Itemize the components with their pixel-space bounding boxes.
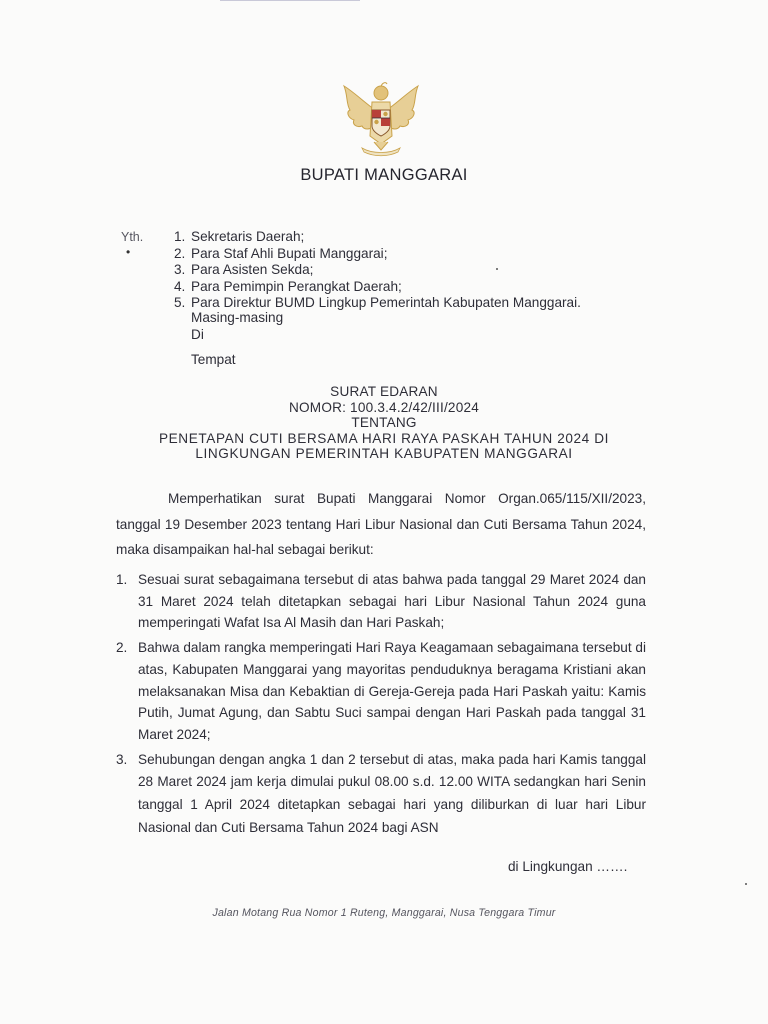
issuer-title: BUPATI MANGGARAI — [300, 166, 468, 184]
document-type: SURAT EDARAN — [330, 384, 438, 399]
bullet-mark: • — [126, 245, 131, 259]
recipient-text: Sekretaris Daerah; — [191, 229, 305, 244]
point-text: Sehubungan dengan angka 1 dan 2 tersebut di atas, maka pada hari Kamis tanggal 28 Maret 2024 jam kerja dimulai pukul 08.00 s.d. 12.00 WITA sedangkan hari Senin tanggal 1 April 2024 ditetapkan sebagai hari yang diliburkan di luar hari Libur Nasional dan Cuti Bersama Tahun 2024 bagi ASN — [138, 751, 646, 836]
recipient-text: Para Pemimpin Perangkat Daerah; — [191, 278, 402, 294]
scan-edge-line — [220, 0, 360, 1]
point-text: Bahwa dalam rangka memperingati Hari Raya Keagamaan sebagaimana tersebut di atas, Kabupaten Manggarai yang mayoritas penduduknya beragama Kristiani akan melaksanakan Misa dan Kebaktian di Gereja-Gereja pada Hari Paskah yaitu: Kamis Putih, Jumat Agung, dan Sabtu Suci sampai dengan Hari Paskah pada tanggal 31 Maret 2024; — [138, 640, 646, 742]
page-continuation: di Lingkungan ……. — [508, 859, 628, 874]
point-number: 2. — [116, 640, 128, 656]
scan-speck — [745, 883, 747, 885]
point-number: 1. — [116, 572, 128, 587]
recipient-item — [174, 279, 581, 296]
recipient-text: Para Staf Ahli Bupati Manggarai; — [191, 245, 388, 261]
circular-title-block — [0, 384, 768, 462]
recipient-number: 5. — [174, 295, 186, 310]
masing-masing-text: Masing-masing — [191, 310, 284, 325]
recipient-item — [174, 262, 581, 279]
document-number: NOMOR: 100.3.4.2/42/III/2024 — [289, 399, 479, 415]
subject-line-2: LINGKUNGAN PEMERINTAH KABUPATEN MANGGARAI — [195, 446, 573, 461]
point-item — [116, 637, 646, 746]
point-item — [116, 749, 646, 840]
point-text: Sesuai surat sebagaimana tersebut di atas bahwa pada tanggal 29 Maret 2024 dan 31 Maret 2024 telah ditetapkan sebagai hari Libur Nasional Tahun 2024 guna memperingati Wafat Isa Al Masih dan Hari Paskah; — [138, 572, 646, 631]
tentang-label: TENTANG — [351, 415, 417, 430]
recipient-item — [174, 229, 581, 246]
point-number: 3. — [116, 751, 128, 767]
intro-text: Memperhatikan surat Bupati Manggarai Nomor Organ.065/115/XII/2023, tanggal 19 Desember 2023 tentang Hari Libur Nasional dan Cuti Bersama Tahun 2024, maka disampaikan hal-hal sebagai berikut: — [116, 491, 646, 557]
recipient-text: Para Asisten Sekda; — [191, 262, 314, 277]
recipient-number: 1. — [174, 229, 186, 244]
tempat-text: Tempat — [191, 352, 236, 367]
recipient-list — [174, 229, 581, 312]
subject-line-1: PENETAPAN CUTI BERSAMA HARI RAYA PASKAH TAHUN 2024 DI — [158, 430, 610, 446]
garuda-emblem-icon — [336, 78, 426, 160]
points-list — [116, 569, 646, 843]
recipient-number: 4. — [174, 278, 186, 294]
intro-paragraph — [116, 486, 646, 563]
recipient-number: 2. — [174, 245, 186, 261]
point-item — [116, 569, 646, 634]
scan-speck — [496, 268, 498, 270]
di-text: Di — [191, 327, 204, 342]
salutation-label: Yth. — [121, 230, 144, 244]
recipient-number: 3. — [174, 262, 186, 277]
recipient-item — [174, 246, 581, 263]
recipient-text: Para Direktur BUMD Lingkup Pemerintah Kabupaten Manggarai. — [191, 295, 581, 310]
footer-address: Jalan Motang Rua Nomor 1 Ruteng, Manggarai, Nusa Tenggara Timur — [212, 907, 556, 919]
